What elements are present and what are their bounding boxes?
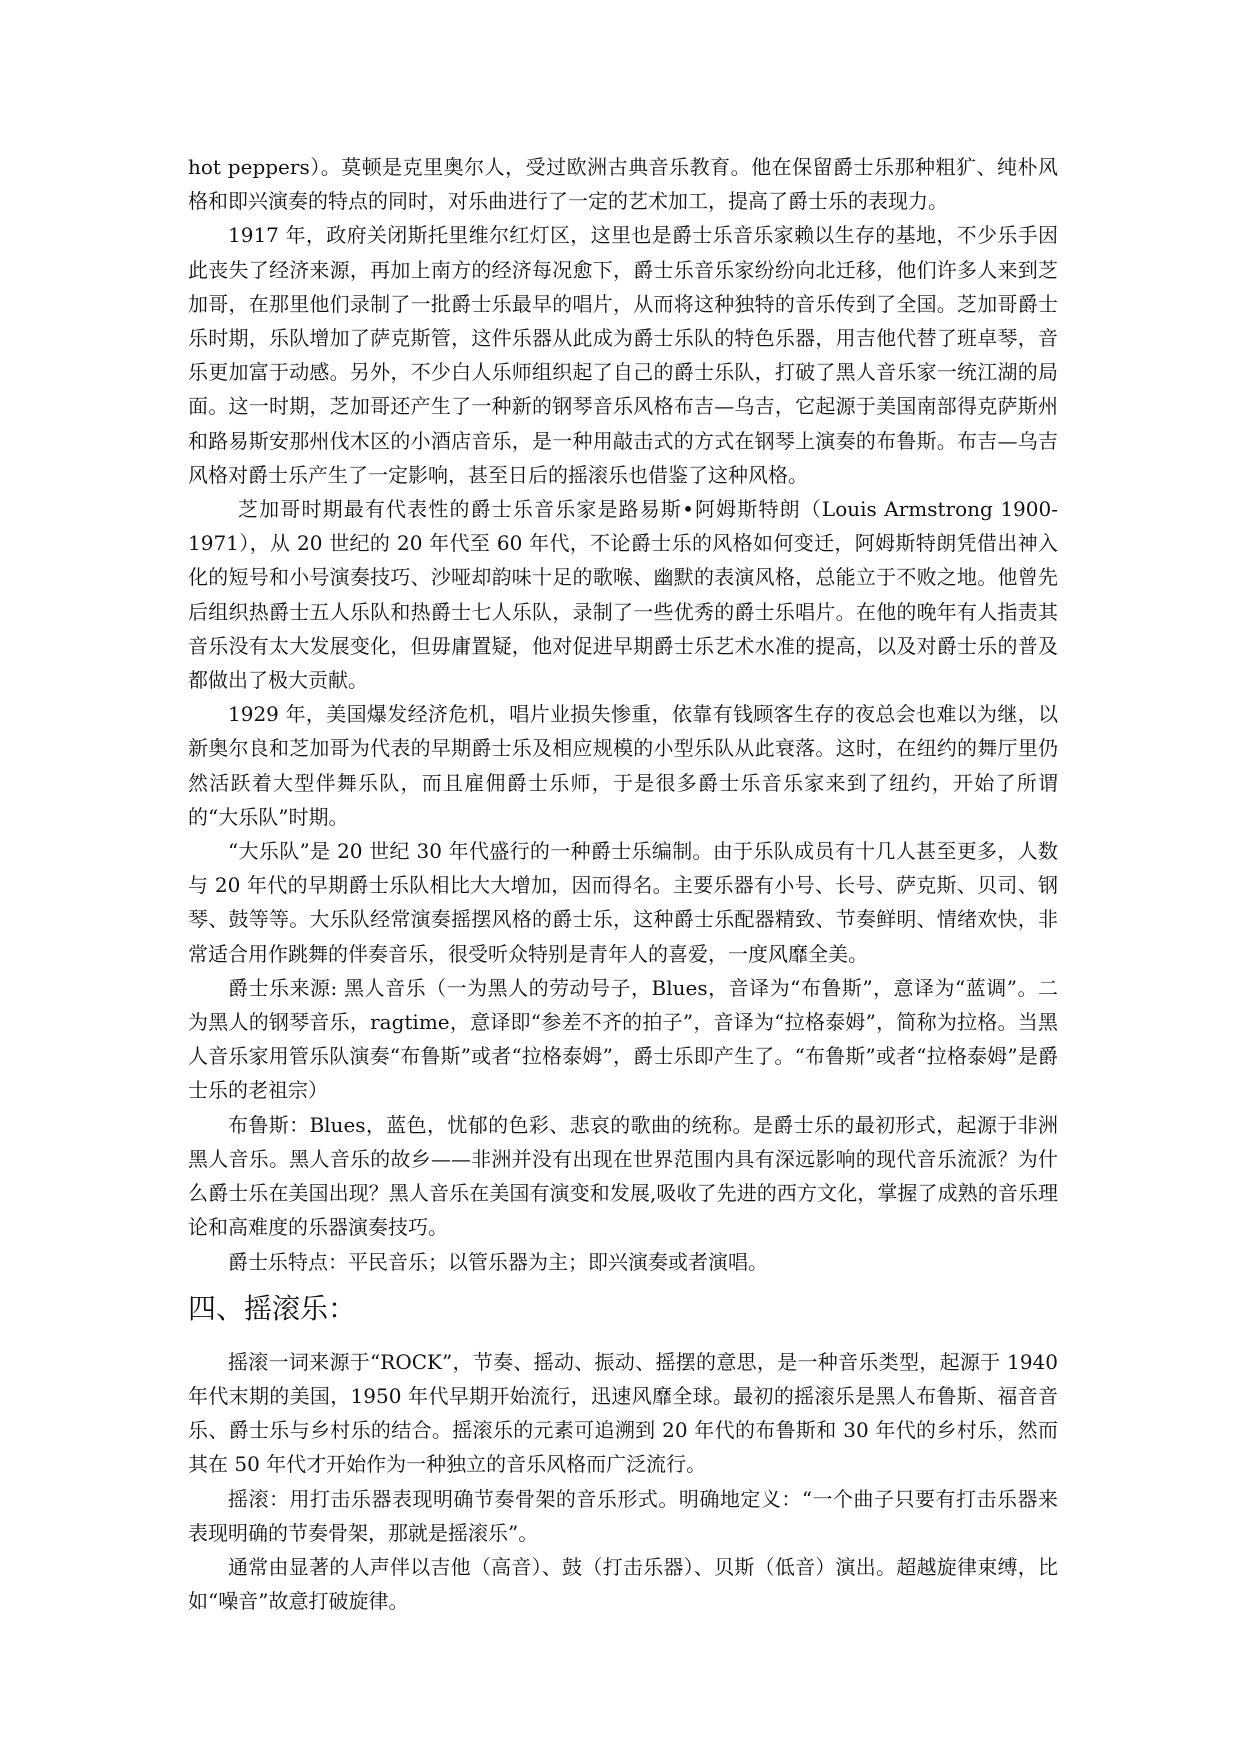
paragraph-1917-chicago: 1917 年，政府关闭斯托里维尔红灯区，这里也是爵士乐音乐家赖以生存的基地，不少乐手因此丧失了经济来源，再加上南方的经济每况愈下，爵士乐音乐家纷纷向北迁移，他们许多人来到芝加哥，在那里他们录制了一批爵士乐最早的唱片，从而将这种独特的音乐传到了全国。芝加哥爵士乐时期，乐队增加了萨克斯管，这件乐器从此成为爵士乐队的特色乐器，用吉他代替了班卓琴，音乐更加富于动感。另外，不少白人乐师组织起了自己的爵士乐队，打破了黑人音乐家一统江湖的局面。这一时期，芝加哥还产生了一种新的钢琴音乐风格布吉—乌吉，它起源于美国南部得克萨斯州和路易斯安那州伐木区的小酒店音乐，是一种用敲击式的方式在钢琴上演奏的布鲁斯。布吉—乌吉风格对爵士乐产生了一定影响，甚至日后的摇滚乐也借鉴了这种风格。: [188, 223, 1058, 487]
section-heading-rock: 四、摇滚乐：: [188, 1291, 357, 1325]
paragraph-rock-definition: 摇滚：用打击乐器表现明确节奏骨架的音乐形式。明确地定义：“一个曲子只要有打击乐器来表现明确的节奏骨架，那就是摇滚乐”。: [188, 1486, 1058, 1545]
paragraph-rock-origin: 摇滚一词来源于“ROCK”，节奏、摇动、振动、摇摆的意思，是一种音乐类型，起源于 1940 年代末期的美国，1950 年代早期开始流行，迅速风靡全球。最初的摇滚乐是黑人布鲁斯、福音音乐、爵士乐与乡村乐的结合。摇滚乐的元素可追溯到 20 年代的布鲁斯和 30 年代的乡村乐，然而其在 50 年代才开始作为一种独立的音乐风格而广泛流行。: [188, 1349, 1058, 1477]
paragraph-jazz-features: 爵士乐特点：平民音乐；以管乐器为主；即兴演奏或者演唱。: [228, 1249, 768, 1274]
paragraph-jazz-origin: 爵士乐来源: 黑人音乐（一为黑人的劳动号子，Blues，音译为“布鲁斯”，意译为“蓝调”。二为黑人的钢琴音乐，ragtime，意译即“参差不齐的拍子”，音译为“拉格泰姆”，简称为拉格。当黑人音乐家用管乐队演奏“布鲁斯”或者“拉格泰姆”，爵士乐即产生了。“布鲁斯”或者“拉格泰姆”是爵士乐的老祖宗）: [188, 975, 1058, 1103]
paragraph-morton: hot peppers）。莫顿是克里奥尔人，受过欧洲古典音乐教育。他在保留爵士乐那种粗犷、纯朴风格和即兴演奏的特点的同时，对乐曲进行了一定的艺术加工，提高了爵士乐的表现力。: [188, 155, 1058, 214]
paragraph-rock-instruments: 通常由显著的人声伴以吉他（高音）、鼓（打击乐器）、贝斯（低音）演出。超越旋律束缚，比如“噪音”故意打破旋律。: [188, 1554, 1058, 1614]
document-page: [188, 150, 1058, 1618]
paragraph-blues: 布鲁斯：Blues，蓝色，忧郁的色彩、悲哀的歌曲的统称。是爵士乐的最初形式，起源于非洲黑人音乐。黑人音乐的故乡——非洲并没有出现在世界范围内具有深远影响的现代音乐流派？为什么爵士乐在美国出现？黑人音乐在美国有演变和发展,吸收了先进的西方文化，掌握了成熟的音乐理论和高难度的乐器演奏技巧。: [188, 1112, 1058, 1240]
paragraph-1929-crisis: 1929 年，美国爆发经济危机，唱片业损失惨重，依靠有钱顾客生存的夜总会也难以为继，以新奥尔良和芝加哥为代表的早期爵士乐及相应规模的小型乐队从此衰落。这时，在纽约的舞厅里仍然活跃着大型伴舞乐队，而且雇佣爵士乐师，于是很多爵士乐音乐家来到了纽约，开始了所谓的“大乐队”时期。: [188, 702, 1058, 829]
paragraph-armstrong: 芝加哥时期最有代表性的爵士乐音乐家是路易斯•阿姆斯特朗（Louis Armstrong 1900-1971），从 20 世纪的 20 年代至 60 年代，不论爵士乐的风格如何变迁，阿姆斯特朗凭借出神入化的短号和小号演奏技巧、沙哑却韵味十足的歌喉、幽默的表演风格，总能立于不败之地。他曾先后组织热爵士五人乐队和热爵士七人乐队，录制了一些优秀的爵士乐唱片。在他的晚年有人指责其音乐没有太大发展变化，但毋庸置疑，他对促进早期爵士乐艺术水准的提高，以及对爵士乐的普及都做出了极大贡献。: [188, 497, 1058, 693]
paragraph-big-band: “大乐队”是 20 世纪 30 年代盛行的一种爵士乐编制。由于乐队成员有十几人甚至更多，人数与 20 年代的早期爵士乐队相比大大增加，因而得名。主要乐器有小号、长号、萨克斯、贝司、钢琴、鼓等等。大乐队经常演奏摇摆风格的爵士乐，这种爵士乐配器精致、节奏鲜明、情绪欢快，非常适合用作跳舞的伴奏音乐，很受听众特别是青年人的喜爱，一度风靡全美。: [188, 839, 1058, 966]
